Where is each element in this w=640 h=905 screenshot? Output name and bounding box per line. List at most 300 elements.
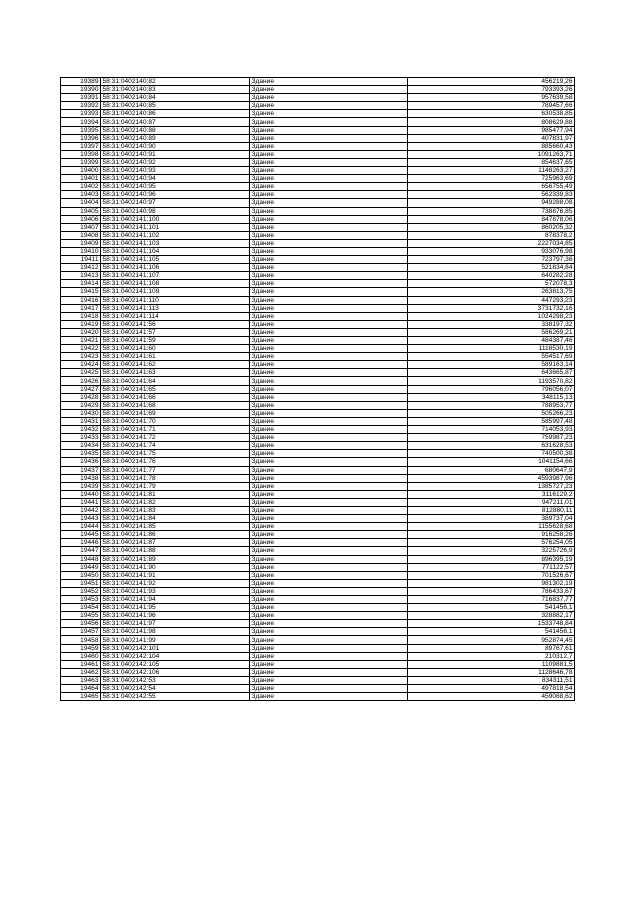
row-number-cell: 19430	[61, 409, 101, 417]
table-row	[61, 296, 575, 304]
row-number-cell: 19463	[61, 676, 101, 684]
row-number-cell: 19422	[61, 345, 101, 353]
cadastral-value-cell: 723797,36	[408, 256, 575, 264]
cadastral-number-cell: 58:31:0402140:95	[101, 183, 250, 191]
cadastral-number-cell: 58:31:0402141:83	[101, 506, 250, 514]
row-number-cell: 19390	[61, 86, 101, 94]
cadastral-number-cell: 58:31:0402141:77	[101, 466, 250, 474]
cadastral-number-cell: 58:31:0402141:94	[101, 596, 250, 604]
table-row	[61, 247, 575, 255]
object-type-cell: Здание	[250, 668, 408, 676]
row-number-cell: 19397	[61, 142, 101, 150]
row-number-cell: 19438	[61, 474, 101, 482]
cadastral-number-cell: 58:31:0402141:56	[101, 320, 250, 328]
row-number-cell: 19428	[61, 393, 101, 401]
object-type-cell: Здание	[250, 377, 408, 385]
row-number-cell: 19425	[61, 369, 101, 377]
cadastral-value-cell: 1041154,66	[408, 458, 575, 466]
row-number-cell: 19431	[61, 417, 101, 425]
object-type-cell: Здание	[250, 183, 408, 191]
cadastral-value-cell: 834311,51	[408, 676, 575, 684]
cadastral-value-cell: 456219,26	[408, 78, 575, 86]
cadastral-number-cell: 58:31:0402141:65	[101, 385, 250, 393]
cadastral-value-cell: 263813,75	[408, 288, 575, 296]
object-type-cell: Здание	[250, 579, 408, 587]
object-type-cell: Здание	[250, 288, 408, 296]
cadastral-number-cell: 58:31:0402141:68	[101, 401, 250, 409]
row-number-cell: 19403	[61, 191, 101, 199]
cadastral-value-cell: 981302,19	[408, 579, 575, 587]
object-type-cell: Здание	[250, 685, 408, 693]
object-type-cell: Здание	[250, 506, 408, 514]
cadastral-number-cell: 58:31:0402141:76	[101, 458, 250, 466]
object-type-cell: Здание	[250, 523, 408, 531]
cadastral-number-cell: 58:31:0402141:104	[101, 247, 250, 255]
object-type-cell: Здание	[250, 644, 408, 652]
table-row	[61, 644, 575, 652]
cadastral-value-cell: 796056,07	[408, 385, 575, 393]
row-number-cell: 19443	[61, 515, 101, 523]
cadastral-value-cell: 985477,94	[408, 126, 575, 134]
cadastral-value-cell: 576254,05	[408, 539, 575, 547]
table-row	[61, 280, 575, 288]
table-row	[61, 490, 575, 498]
row-number-cell: 19393	[61, 110, 101, 118]
table-row	[61, 353, 575, 361]
table-row	[61, 215, 575, 223]
cadastral-value-cell: 338197,32	[408, 320, 575, 328]
cadastral-value-table	[60, 77, 575, 701]
object-type-cell: Здание	[250, 118, 408, 126]
table-row	[61, 442, 575, 450]
table-row	[61, 636, 575, 644]
cadastral-value-cell: 947211,01	[408, 498, 575, 506]
cadastral-value-cell: 3116129,2	[408, 490, 575, 498]
row-number-cell: 19462	[61, 668, 101, 676]
cadastral-value-cell: 740500,38	[408, 450, 575, 458]
row-number-cell: 19421	[61, 337, 101, 345]
table-row	[61, 498, 575, 506]
object-type-cell: Здание	[250, 304, 408, 312]
table-row	[61, 596, 575, 604]
row-number-cell: 19408	[61, 231, 101, 239]
cadastral-number-cell: 58:31:0402140:91	[101, 150, 250, 158]
cadastral-value-cell: 878378,2	[408, 231, 575, 239]
cadastral-value-cell: 89767,61	[408, 644, 575, 652]
cadastral-number-cell: 58:31:0402141:105	[101, 256, 250, 264]
cadastral-number-cell: 58:31:0402140:84	[101, 94, 250, 102]
row-number-cell: 19440	[61, 490, 101, 498]
table-row	[61, 264, 575, 272]
cadastral-value-cell: 1024298,23	[408, 312, 575, 320]
cadastral-value-cell: 680647,9	[408, 466, 575, 474]
row-number-cell: 19404	[61, 199, 101, 207]
cadastral-value-cell: 407831,97	[408, 134, 575, 142]
object-type-cell: Здание	[250, 442, 408, 450]
row-number-cell: 19410	[61, 247, 101, 255]
row-number-cell: 19423	[61, 353, 101, 361]
row-number-cell: 19436	[61, 458, 101, 466]
cadastral-number-cell: 58:31:0402142:105	[101, 660, 250, 668]
table-row	[61, 676, 575, 684]
object-type-cell: Здание	[250, 434, 408, 442]
cadastral-value-cell: 812880,11	[408, 506, 575, 514]
cadastral-number-cell: 58:31:0402141:92	[101, 579, 250, 587]
cadastral-number-cell: 58:31:0402141:93	[101, 587, 250, 595]
table-row	[61, 191, 575, 199]
row-number-cell: 19413	[61, 272, 101, 280]
cadastral-value-cell: 786433,67	[408, 587, 575, 595]
object-type-cell: Здание	[250, 223, 408, 231]
object-type-cell: Здание	[250, 215, 408, 223]
row-number-cell: 19461	[61, 660, 101, 668]
row-number-cell: 19433	[61, 434, 101, 442]
row-number-cell: 19398	[61, 150, 101, 158]
row-number-cell: 19407	[61, 223, 101, 231]
row-number-cell: 19446	[61, 539, 101, 547]
table-row	[61, 474, 575, 482]
cadastral-number-cell: 58:31:0402141:103	[101, 239, 250, 247]
table-row	[61, 450, 575, 458]
row-number-cell: 19392	[61, 102, 101, 110]
cadastral-number-cell: 58:31:0402142:106	[101, 668, 250, 676]
table-row	[61, 110, 575, 118]
object-type-cell: Здание	[250, 587, 408, 595]
object-type-cell: Здание	[250, 596, 408, 604]
cadastral-number-cell: 58:31:0402141:87	[101, 539, 250, 547]
table-row	[61, 142, 575, 150]
row-number-cell: 19406	[61, 215, 101, 223]
cadastral-number-cell: 58:31:0402141:72	[101, 434, 250, 442]
object-type-cell: Здание	[250, 191, 408, 199]
cadastral-number-cell: 58:31:0402141:75	[101, 450, 250, 458]
object-type-cell: Здание	[250, 256, 408, 264]
cadastral-value-cell: 484387,46	[408, 337, 575, 345]
cadastral-value-cell: 1118530,19	[408, 345, 575, 353]
cadastral-number-cell: 58:31:0402141:109	[101, 288, 250, 296]
object-type-cell: Здание	[250, 167, 408, 175]
object-type-cell: Здание	[250, 571, 408, 579]
cadastral-number-cell: 58:31:0402141:113	[101, 304, 250, 312]
table-row	[61, 539, 575, 547]
table-row	[61, 515, 575, 523]
cadastral-value-cell: 589163,14	[408, 361, 575, 369]
object-type-cell: Здание	[250, 531, 408, 539]
cadastral-number-cell: 58:31:0402141:88	[101, 547, 250, 555]
table-row	[61, 361, 575, 369]
cadastral-value-cell: 916258,26	[408, 531, 575, 539]
object-type-cell: Здание	[250, 515, 408, 523]
cadastral-number-cell: 58:31:0402141:106	[101, 264, 250, 272]
cadastral-value-cell: 1128646,78	[408, 668, 575, 676]
cadastral-number-cell: 58:31:0402141:86	[101, 531, 250, 539]
cadastral-number-cell: 58:31:0402141:95	[101, 604, 250, 612]
table-row	[61, 158, 575, 166]
table-body	[61, 78, 575, 701]
row-number-cell: 19434	[61, 442, 101, 450]
row-number-cell: 19437	[61, 466, 101, 474]
table-row	[61, 256, 575, 264]
object-type-cell: Здание	[250, 409, 408, 417]
cadastral-number-cell: 58:31:0402140:85	[101, 102, 250, 110]
row-number-cell: 19389	[61, 78, 101, 86]
table-row	[61, 612, 575, 620]
table-row	[61, 231, 575, 239]
cadastral-number-cell: 58:31:0402142:53	[101, 676, 250, 684]
table-row	[61, 288, 575, 296]
object-type-cell: Здание	[250, 620, 408, 628]
table-row	[61, 587, 575, 595]
table-row	[61, 531, 575, 539]
cadastral-value-cell: 586269,21	[408, 328, 575, 336]
object-type-cell: Здание	[250, 450, 408, 458]
row-number-cell: 19400	[61, 167, 101, 175]
object-type-cell: Здание	[250, 426, 408, 434]
object-type-cell: Здание	[250, 231, 408, 239]
cadastral-value-cell: 348115,13	[408, 393, 575, 401]
object-type-cell: Здание	[250, 385, 408, 393]
row-number-cell: 19414	[61, 280, 101, 288]
cadastral-number-cell: 58:31:0402141:69	[101, 409, 250, 417]
row-number-cell: 19457	[61, 628, 101, 636]
cadastral-value-cell: 1193570,82	[408, 377, 575, 385]
cadastral-number-cell: 58:31:0402141:96	[101, 612, 250, 620]
object-type-cell: Здание	[250, 417, 408, 425]
object-type-cell: Здание	[250, 539, 408, 547]
row-number-cell: 19435	[61, 450, 101, 458]
object-type-cell: Здание	[250, 604, 408, 612]
cadastral-value-cell: 885660,43	[408, 142, 575, 150]
cadastral-number-cell: 58:31:0402141:62	[101, 361, 250, 369]
cadastral-value-cell: 949288,08	[408, 199, 575, 207]
cadastral-number-cell: 58:31:0402140:88	[101, 126, 250, 134]
table-row	[61, 417, 575, 425]
cadastral-value-cell: 714053,93	[408, 426, 575, 434]
row-number-cell: 19391	[61, 94, 101, 102]
cadastral-number-cell: 58:31:0402140:86	[101, 110, 250, 118]
object-type-cell: Здание	[250, 498, 408, 506]
table-row	[61, 239, 575, 247]
table-row	[61, 426, 575, 434]
cadastral-number-cell: 58:31:0402141:102	[101, 231, 250, 239]
row-number-cell: 19420	[61, 328, 101, 336]
table-row	[61, 223, 575, 231]
table-row	[61, 693, 575, 701]
table-row	[61, 563, 575, 571]
table-row	[61, 377, 575, 385]
row-number-cell: 19396	[61, 134, 101, 142]
cadastral-number-cell: 58:31:0402140:92	[101, 158, 250, 166]
row-number-cell: 19426	[61, 377, 101, 385]
cadastral-value-cell: 447293,23	[408, 296, 575, 304]
cadastral-value-cell: 643665,87	[408, 369, 575, 377]
table-row	[61, 434, 575, 442]
object-type-cell: Здание	[250, 134, 408, 142]
cadastral-number-cell: 58:31:0402140:90	[101, 142, 250, 150]
object-type-cell: Здание	[250, 474, 408, 482]
table-row	[61, 409, 575, 417]
table-row	[61, 401, 575, 409]
table-row	[61, 652, 575, 660]
cadastral-value-cell: 860205,32	[408, 223, 575, 231]
row-number-cell: 19459	[61, 644, 101, 652]
object-type-cell: Здание	[250, 264, 408, 272]
table-row	[61, 620, 575, 628]
cadastral-value-cell: 505266,23	[408, 409, 575, 417]
row-number-cell: 19402	[61, 183, 101, 191]
cadastral-number-cell: 58:31:0402141:71	[101, 426, 250, 434]
cadastral-value-cell: 1091263,71	[408, 150, 575, 158]
object-type-cell: Здание	[250, 150, 408, 158]
cadastral-number-cell: 58:31:0402141:66	[101, 393, 250, 401]
row-number-cell: 19429	[61, 401, 101, 409]
table-row	[61, 175, 575, 183]
cadastral-value-cell: 3225726,9	[408, 547, 575, 555]
cadastral-value-cell: 854637,65	[408, 158, 575, 166]
cadastral-value-cell: 497818,54	[408, 685, 575, 693]
cadastral-number-cell: 58:31:0402141:78	[101, 474, 250, 482]
row-number-cell: 19394	[61, 118, 101, 126]
cadastral-number-cell: 58:31:0402141:98	[101, 628, 250, 636]
row-number-cell: 19445	[61, 531, 101, 539]
cadastral-value-cell: 771122,57	[408, 563, 575, 571]
cadastral-number-cell: 58:31:0402141:82	[101, 498, 250, 506]
table-row	[61, 183, 575, 191]
row-number-cell: 19453	[61, 596, 101, 604]
object-type-cell: Здание	[250, 652, 408, 660]
row-number-cell: 19456	[61, 620, 101, 628]
cadastral-number-cell: 58:31:0402141:79	[101, 482, 250, 490]
row-number-cell: 19399	[61, 158, 101, 166]
row-number-cell: 19417	[61, 304, 101, 312]
table-row	[61, 345, 575, 353]
cadastral-value-cell: 585997,48	[408, 417, 575, 425]
row-number-cell: 19415	[61, 288, 101, 296]
cadastral-value-cell: 2227034,85	[408, 239, 575, 247]
cadastral-value-cell: 789457,66	[408, 102, 575, 110]
cadastral-number-cell: 58:31:0402140:89	[101, 134, 250, 142]
object-type-cell: Здание	[250, 296, 408, 304]
object-type-cell: Здание	[250, 102, 408, 110]
object-type-cell: Здание	[250, 126, 408, 134]
table-row	[61, 571, 575, 579]
table-row	[61, 668, 575, 676]
object-type-cell: Здание	[250, 280, 408, 288]
cadastral-number-cell: 58:31:0402141:101	[101, 223, 250, 231]
cadastral-value-cell: 1148263,27	[408, 167, 575, 175]
table-row	[61, 547, 575, 555]
cadastral-value-cell: 957639,58	[408, 94, 575, 102]
object-type-cell: Здание	[250, 247, 408, 255]
table-row	[61, 466, 575, 474]
table-row	[61, 660, 575, 668]
object-type-cell: Здание	[250, 199, 408, 207]
cadastral-number-cell: 58:31:0402141:60	[101, 345, 250, 353]
cadastral-number-cell: 58:31:0402141:63	[101, 369, 250, 377]
row-number-cell: 19450	[61, 571, 101, 579]
row-number-cell: 19411	[61, 256, 101, 264]
object-type-cell: Здание	[250, 660, 408, 668]
object-type-cell: Здание	[250, 628, 408, 636]
table-row	[61, 628, 575, 636]
row-number-cell: 19451	[61, 579, 101, 587]
table-row	[61, 320, 575, 328]
object-type-cell: Здание	[250, 175, 408, 183]
object-type-cell: Здание	[250, 312, 408, 320]
row-number-cell: 19416	[61, 296, 101, 304]
row-number-cell: 19419	[61, 320, 101, 328]
cadastral-value-cell: 4593987,96	[408, 474, 575, 482]
cadastral-number-cell: 58:31:0402140:96	[101, 191, 250, 199]
object-type-cell: Здание	[250, 86, 408, 94]
table-row	[61, 482, 575, 490]
table-row	[61, 150, 575, 158]
row-number-cell: 19427	[61, 385, 101, 393]
object-type-cell: Здание	[250, 337, 408, 345]
table-row	[61, 555, 575, 563]
table-row	[61, 337, 575, 345]
object-type-cell: Здание	[250, 239, 408, 247]
object-type-cell: Здание	[250, 490, 408, 498]
row-number-cell: 19401	[61, 175, 101, 183]
cadastral-number-cell: 58:31:0402141:85	[101, 523, 250, 531]
table-row	[61, 579, 575, 587]
row-number-cell: 19424	[61, 361, 101, 369]
row-number-cell: 19458	[61, 636, 101, 644]
row-number-cell: 19439	[61, 482, 101, 490]
cadastral-value-cell: 459088,62	[408, 693, 575, 701]
cadastral-value-cell: 541456,1	[408, 628, 575, 636]
table-row	[61, 506, 575, 514]
cadastral-value-cell: 847878,06	[408, 215, 575, 223]
cadastral-number-cell: 58:31:0402141:97	[101, 620, 250, 628]
cadastral-value-cell: 562339,83	[408, 191, 575, 199]
table-row	[61, 78, 575, 86]
row-number-cell: 19464	[61, 685, 101, 693]
object-type-cell: Здание	[250, 272, 408, 280]
object-type-cell: Здание	[250, 207, 408, 215]
cadastral-value-cell: 725963,69	[408, 175, 575, 183]
cadastral-number-cell: 58:31:0402140:93	[101, 167, 250, 175]
cadastral-number-cell: 58:31:0402141:108	[101, 280, 250, 288]
cadastral-number-cell: 58:31:0402141:57	[101, 328, 250, 336]
object-type-cell: Здание	[250, 482, 408, 490]
cadastral-number-cell: 58:31:0402141:90	[101, 563, 250, 571]
table-row	[61, 134, 575, 142]
object-type-cell: Здание	[250, 393, 408, 401]
table-row	[61, 385, 575, 393]
cadastral-number-cell: 58:31:0402141:107	[101, 272, 250, 280]
cadastral-value-cell: 328882,17	[408, 612, 575, 620]
row-number-cell: 19448	[61, 555, 101, 563]
cadastral-value-cell: 738876,85	[408, 207, 575, 215]
cadastral-number-cell: 58:31:0402141:99	[101, 636, 250, 644]
cadastral-value-cell: 1155628,68	[408, 523, 575, 531]
cadastral-value-cell: 1109881,5	[408, 660, 575, 668]
cadastral-number-cell: 58:31:0402142:104	[101, 652, 250, 660]
row-number-cell: 19465	[61, 693, 101, 701]
table-row	[61, 126, 575, 134]
cadastral-number-cell: 58:31:0402140:97	[101, 199, 250, 207]
table-row	[61, 369, 575, 377]
table-row	[61, 118, 575, 126]
object-type-cell: Здание	[250, 547, 408, 555]
object-type-cell: Здание	[250, 320, 408, 328]
cadastral-number-cell: 58:31:0402140:94	[101, 175, 250, 183]
row-number-cell: 19405	[61, 207, 101, 215]
object-type-cell: Здание	[250, 401, 408, 409]
object-type-cell: Здание	[250, 466, 408, 474]
